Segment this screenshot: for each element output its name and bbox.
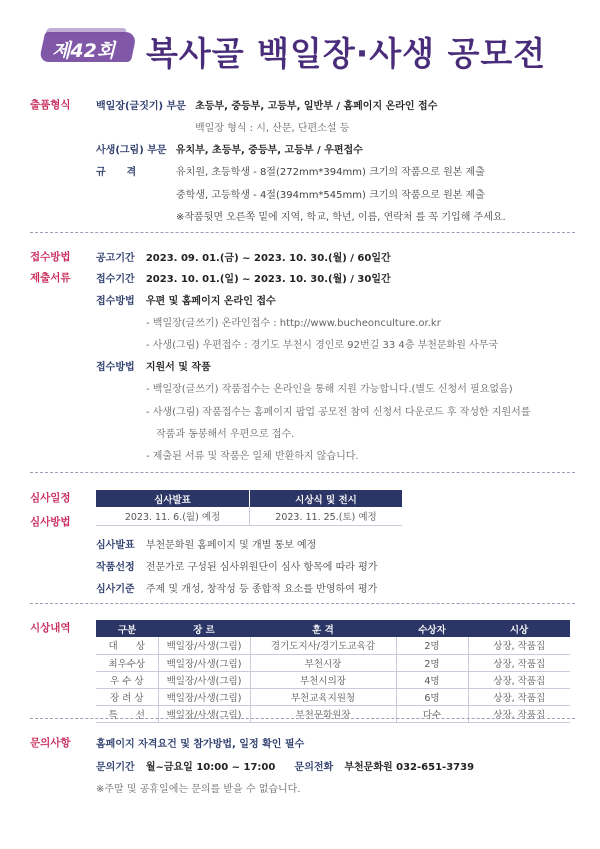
phone-label: 문의전화 bbox=[294, 762, 334, 773]
docs-line-2: - 사생(그림) 작품접수는 홈페이지 팝업 공모전 참여 신청서 다운로드 후 작성한 지원서를 bbox=[146, 407, 531, 418]
awards-cell: 특 선 bbox=[96, 705, 158, 722]
announce-label: 심사발표 bbox=[96, 540, 135, 551]
awards-cell: 2명 bbox=[396, 637, 468, 654]
writing-form: 백일장 형식 : 시, 산문, 단편소설 등 bbox=[195, 123, 350, 134]
awards-header: 구분 bbox=[96, 620, 158, 637]
criteria-label: 심사기준 bbox=[96, 584, 135, 595]
awards-cell: 백일장/사생(그림) bbox=[158, 654, 250, 671]
receipt-period: 2023. 10. 01.(일) ~ 2023. 10. 30.(월) / 30일간 bbox=[145, 274, 391, 285]
section-label-entry: 출품형식 bbox=[30, 99, 71, 111]
awards-row bbox=[96, 688, 570, 705]
docs-line-3: - 제출된 서류 및 작품은 일체 반환하지 않습니다. bbox=[146, 451, 359, 462]
section-label-judging: 심사방법 bbox=[30, 516, 71, 528]
period-label: 문의기간 bbox=[96, 762, 135, 773]
awards-row bbox=[96, 654, 570, 671]
receipt-label: 접수기간 bbox=[96, 274, 135, 285]
section-label-documents: 제출서류 bbox=[30, 272, 71, 284]
method-post: - 사생(그림) 우편접수 : 경기도 부천시 경인로 92번길 33 4층 부천문화원 사무국 bbox=[146, 340, 499, 351]
awards-cell: 최우수상 bbox=[96, 654, 158, 671]
awards-header: 수상자 bbox=[396, 620, 468, 637]
method-online: - 백일장(글쓰기) 온라인접수 : http://www.bucheonculture.or.kr bbox=[146, 318, 441, 329]
section-label-submission: 접수방법 bbox=[30, 251, 71, 263]
section-label-contact: 문의사항 bbox=[30, 737, 71, 749]
writing-dept: 백일장(글짓기) 부문 bbox=[96, 101, 186, 112]
method-value: 우편 및 홈페이지 온라인 접수 bbox=[145, 296, 276, 307]
drawing-dept: 사생(그림) 부문 bbox=[96, 145, 167, 156]
awards-header: 훈 격 bbox=[250, 620, 396, 637]
awards-cell: 4명 bbox=[396, 671, 468, 688]
method-label: 접수방법 bbox=[96, 296, 135, 307]
awards-cell: 백일장/사생(그림) bbox=[158, 705, 250, 722]
awards-cell: 경기도지사/경기도교육감 bbox=[250, 637, 396, 654]
awards-cell: 2명 bbox=[396, 654, 468, 671]
awards-cell: 부천문화원장 bbox=[250, 705, 396, 722]
writing-divs: 초등부, 중등부, 고등부, 일반부 / 홈페이지 온라인 접수 bbox=[195, 101, 438, 112]
schedule-header: 심사발표 bbox=[96, 490, 250, 507]
header bbox=[0, 18, 600, 78]
awards-cell: 백일장/사생(그림) bbox=[158, 671, 250, 688]
schedule-header: 시상식 및 전시 bbox=[250, 490, 403, 507]
section-label-schedule: 심사일정 bbox=[30, 492, 71, 504]
awards-header-row bbox=[96, 620, 570, 637]
spec-note: ※작품뒷면 오른쪽 밑에 지역, 학교, 학년, 이름, 연락처 를 꼭 기입해 주세요. bbox=[176, 212, 506, 223]
awards-row bbox=[96, 705, 570, 722]
docs-line-2b: 작품과 동봉해서 우편으로 접수. bbox=[156, 429, 295, 440]
awards-cell: 대 상 bbox=[96, 637, 158, 654]
awards-header: 시상 bbox=[468, 620, 570, 637]
spec-label: 규 격 bbox=[96, 167, 137, 178]
divider bbox=[30, 232, 575, 233]
awards-cell: 다수 bbox=[396, 705, 468, 722]
phone-value: 부천문화원 032-651-3739 bbox=[344, 762, 475, 773]
spec-line-1: 유치원, 초등학생 - 8절(272mm*394mm) 크기의 작품으로 원본 제출 bbox=[176, 167, 485, 178]
contact-note: ※주말 및 공휴일에는 문의를 받을 수 없습니다. bbox=[96, 784, 301, 795]
criteria-value: 주제 및 개성, 창작성 등 종합적 요소를 반영하여 평가 bbox=[145, 584, 378, 595]
divider bbox=[30, 472, 575, 473]
docs-label: 접수방법 bbox=[96, 362, 135, 373]
edition-badge: 제42회 bbox=[52, 40, 116, 62]
awards-cell: 상장, 작품집 bbox=[468, 705, 570, 722]
awards-cell: 백일장/사생(그림) bbox=[158, 637, 250, 654]
drawing-divs: 유치부, 초등부, 중등부, 고등부 / 우편접수 bbox=[175, 145, 363, 156]
awards-cell: 우 수 상 bbox=[96, 671, 158, 688]
awards-row bbox=[96, 637, 570, 654]
docs-value: 지원서 및 작품 bbox=[145, 362, 211, 373]
awards-cell: 장 려 상 bbox=[96, 688, 158, 705]
awards-row bbox=[96, 671, 570, 688]
page-title: 복사골 백일장·사생 공모전 bbox=[146, 34, 547, 73]
notice-period: 2023. 09. 01.(금) ~ 2023. 10. 30.(월) / 60일간 bbox=[145, 253, 391, 264]
select-value: 전문가로 구성된 심사위원단이 심사 항목에 따라 평가 bbox=[145, 562, 378, 573]
awards-header: 장 르 bbox=[158, 620, 250, 637]
awards-cell: 부천시장 bbox=[250, 654, 396, 671]
schedule-value: 2023. 11. 6.(월) 예정 bbox=[96, 507, 250, 525]
docs-line-1: - 백일장(글쓰기) 작품접수는 온라인을 통해 지원 가능합니다.(별도 신청서 필요없음) bbox=[146, 384, 513, 395]
notice-label: 공고기간 bbox=[96, 253, 135, 264]
awards-table bbox=[96, 620, 570, 723]
select-label: 작품선정 bbox=[96, 562, 135, 573]
awards-cell: 부천시의장 bbox=[250, 671, 396, 688]
awards-cell: 상장, 작품집 bbox=[468, 671, 570, 688]
announce-value: 부천문화원 홈페이지 및 개별 통보 예정 bbox=[145, 540, 317, 551]
awards-cell: 부천교육지원청 bbox=[250, 688, 396, 705]
divider bbox=[30, 718, 575, 719]
section-label-awards: 시상내역 bbox=[30, 622, 71, 634]
schedule-value: 2023. 11. 25.(토) 예정 bbox=[250, 507, 403, 525]
awards-cell: 6명 bbox=[396, 688, 468, 705]
awards-cell: 상장, 작품집 bbox=[468, 654, 570, 671]
awards-cell: 백일장/사생(그림) bbox=[158, 688, 250, 705]
awards-cell: 상장, 작품집 bbox=[468, 688, 570, 705]
period-value: 월~금요일 10:00 ~ 17:00 bbox=[145, 762, 276, 773]
spec-line-2: 중학생, 고등학생 - 4절(394mm*545mm) 크기의 작품으로 원본 제출 bbox=[176, 190, 485, 201]
awards-cell: 상장, 작품집 bbox=[468, 637, 570, 654]
divider bbox=[30, 603, 575, 604]
schedule-table bbox=[96, 490, 402, 526]
contact-notice: 홈페이지 자격요건 및 참가방법, 일정 확인 필수 bbox=[96, 739, 305, 750]
